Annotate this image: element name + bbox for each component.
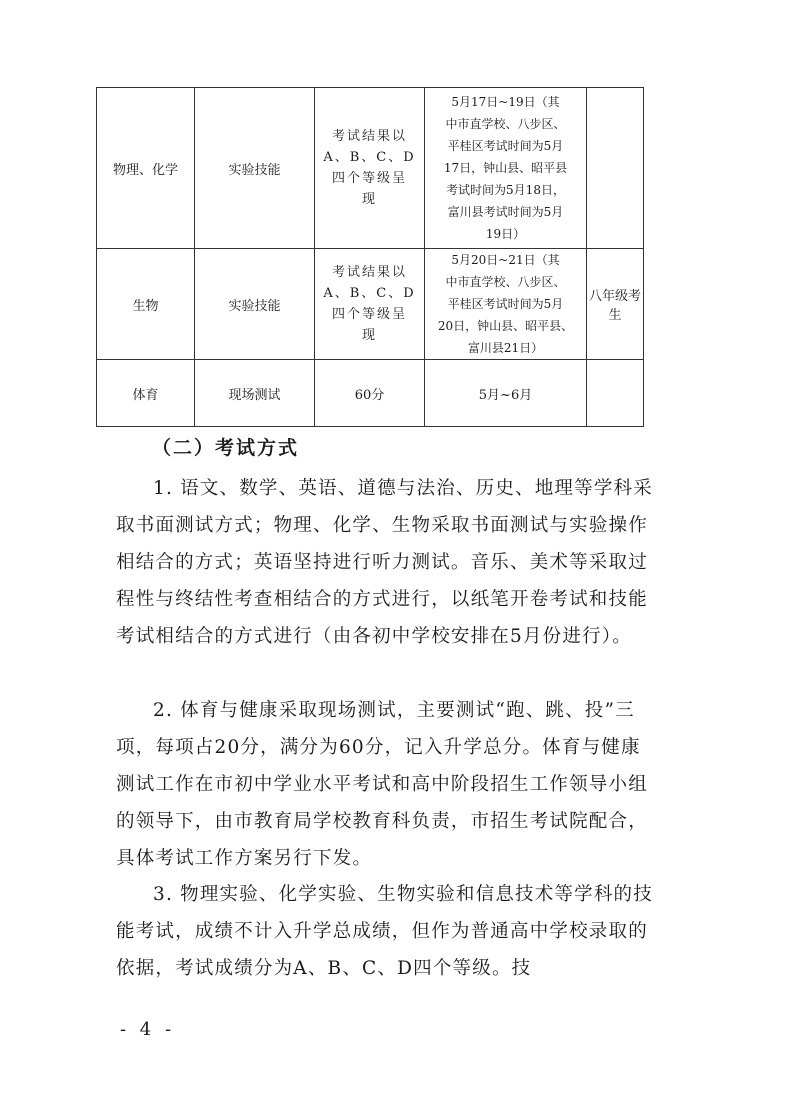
subject-cell: 体育 bbox=[97, 360, 195, 427]
paragraph-3: 3. 物理实验、化学实验、生物实验和信息技术等学科的技能考试，成绩不计入升学总成绩，但作为普通高中学校录取的依据，考试成绩分为A、B、C、D四个等级。技 bbox=[116, 884, 653, 979]
score-cell: 考试结果以 A、B、C、D 四个等级呈 现 bbox=[315, 88, 425, 249]
note-cell bbox=[587, 88, 644, 249]
subject-cell: 生物 bbox=[97, 249, 195, 360]
section-heading: （二）考试方式 bbox=[152, 437, 300, 459]
score-cell: 60分 bbox=[315, 360, 425, 427]
note-cell bbox=[587, 360, 644, 427]
subject-cell: 物理、化学 bbox=[97, 88, 195, 249]
score-cell: 考试结果以 A、B、C、D 四个等级呈 现 bbox=[315, 249, 425, 360]
exam-time-cell: 5月17日~19日（其 中市直学校、八步区、 平桂区考试时间为5月 17日，钟山县、昭平县 考试时间为5月18日， 富川县考试时间为5月 19日） bbox=[425, 88, 587, 249]
table-row bbox=[97, 249, 644, 360]
paragraph-2: 2. 体育与健康采取现场测试，主要测试“跑、跳、投”三项，每项占20分，满分为60分，记入升学总分。体育与健康测试工作在市初中学业水平考试和高中阶段招生工作领导小组的领导下，由市教育局学校教育科负责，市招生考试院配合，具体考试工作方案另行下发。 bbox=[116, 700, 648, 869]
paragraph-1: 1. 语文、数学、英语、道德与法治、历史、地理等学科采取书面测试方式；物理、化学、生物采取书面测试与实验操作相结合的方式；英语坚持进行听力测试。音乐、美术等采取过程性与终结性考查相结合的方式进行，以纸笔开卷考试和技能考试相结合的方式进行（由各初中学校安排在5月份进行）。 bbox=[116, 478, 653, 647]
table-row bbox=[97, 360, 644, 427]
page-number: - 4 - bbox=[120, 1019, 176, 1040]
exam-type-cell: 实验技能 bbox=[195, 88, 315, 249]
note-cell: 八年级考生 bbox=[587, 249, 644, 360]
table-row bbox=[97, 88, 644, 249]
exam-time-cell: 5月~6月 bbox=[425, 360, 587, 427]
exam-schedule-table bbox=[96, 87, 644, 427]
exam-type-cell: 现场测试 bbox=[195, 360, 315, 427]
exam-type-cell: 实验技能 bbox=[195, 249, 315, 360]
exam-time-cell: 5月20日~21日（其 中市直学校、八步区、 平桂区考试时间为5月 20日，钟山县、昭平县、 富川县21日） bbox=[425, 249, 587, 360]
